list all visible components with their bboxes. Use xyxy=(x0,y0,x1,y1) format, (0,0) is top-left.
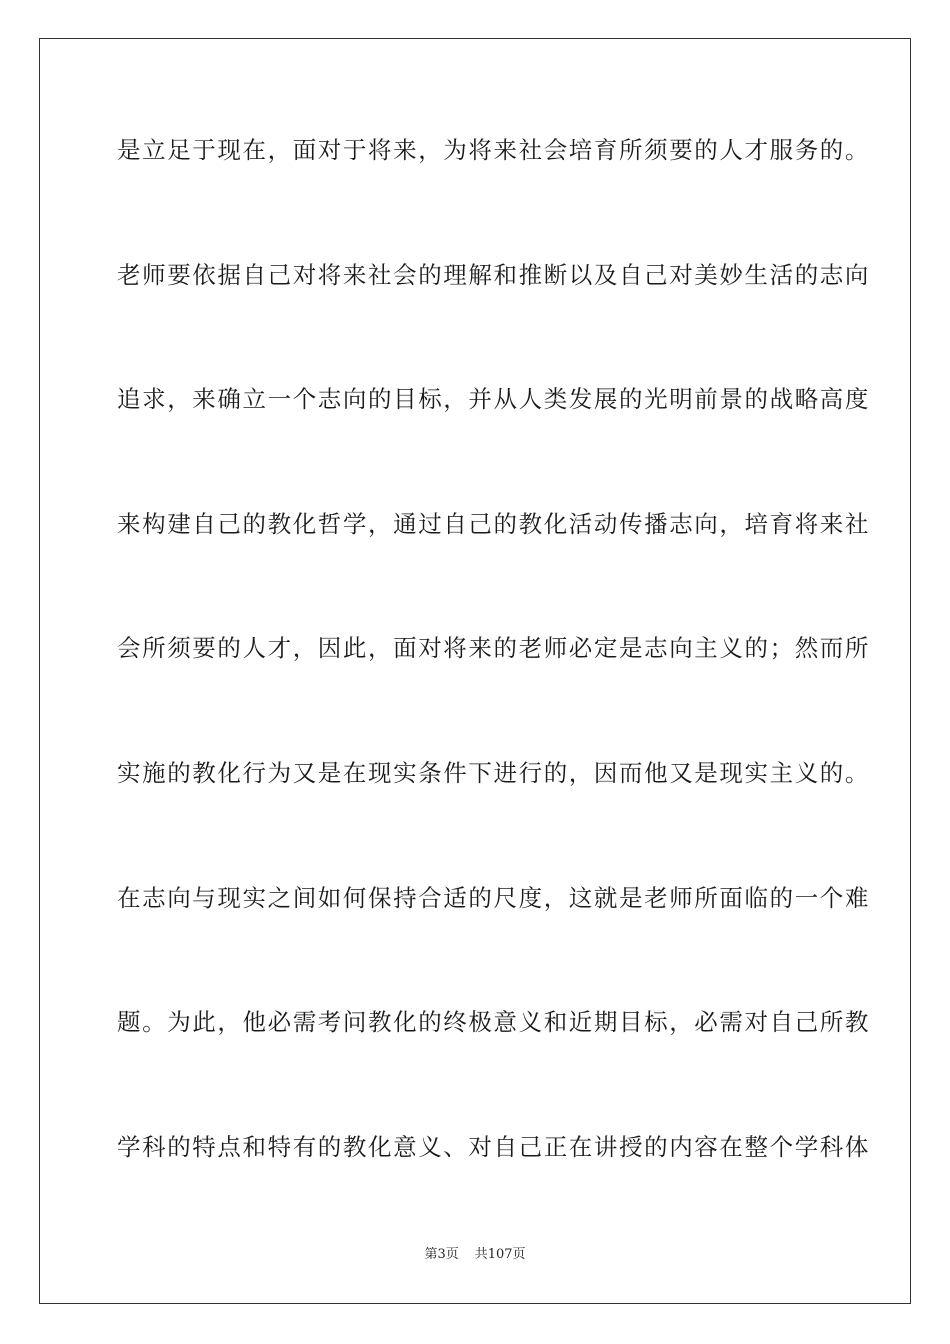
text-line: 会所须要的人才，因此，面对将来的老师必定是志向主义的；然而所 xyxy=(117,634,870,663)
text-line: 老师要依据自己对将来社会的理解和推断以及自己对美妙生活的志向 xyxy=(117,260,870,289)
text-line: 在志向与现实之间如何保持合适的尺度，这就是老师所面临的一个难 xyxy=(117,883,870,912)
page-footer xyxy=(0,1243,950,1262)
document-body xyxy=(117,120,870,1241)
text-line: 题。为此，他必需考问教化的终极意义和近期目标，必需对自己所教 xyxy=(117,1008,870,1037)
text-line: 是立足于现在，面对于将来，为将来社会培育所须要的人才服务的。 xyxy=(117,136,870,164)
text-line: 来构建自己的教化哲学，通过自己的教化活动传播志向，培育将来社 xyxy=(117,509,870,538)
text-line: 追求，来确立一个志向的目标，并从人类发展的光明前景的战略高度 xyxy=(117,385,870,414)
text-line: 学科的特点和特有的教化意义、对自己正在讲授的内容在整个学科体 xyxy=(117,1132,870,1161)
text-line: 实施的教化行为又是在现实条件下进行的，因而他又是现实主义的。 xyxy=(117,758,870,787)
page-total: 共107页 xyxy=(474,1247,526,1262)
page-number: 第3页 xyxy=(424,1247,459,1262)
